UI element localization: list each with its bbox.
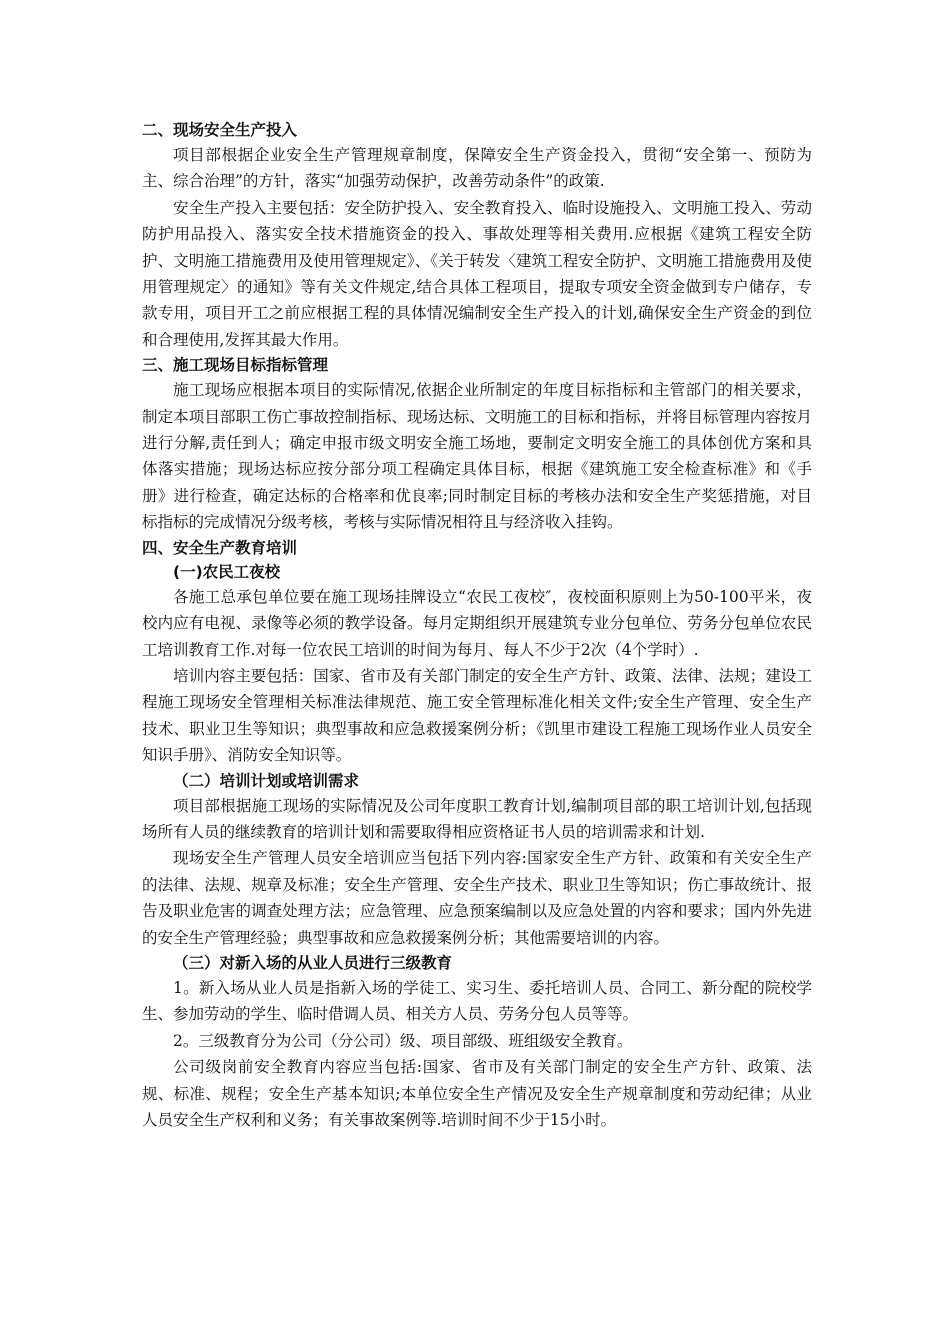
paragraph: 培训内容主要包括：国家、省市及有关部门制定的安全生产方针、政策、法律、法规；建设工程施工现场安全管理相关标准法律规范、施工安全管理标准化相关文件;安全生产管理、安全生产技术、职业卫生等知识；典型事故和应急救援案例分析；《凯里市建设工程施工现场作业人员安全知识手册》、消防安全知识等。: [142, 666, 812, 765]
paragraph: 安全生产投入主要包括：安全防护投入、安全教育投入、临时设施投入、文明施工投入、劳动防护用品投入、落实安全技术措施资金的投入、事故处理等相关费用.应根据《建筑工程安全防护、文明施工措施费用及使用管理规定》、《关于转发〈建筑工程安全防护、文明施工措施费用及使用管理规定〉的通知》等有关文件规定,结合具体工程项目，提取专项安全资金做到专户储存，专款专用，项目开工之前应根据工程的具体情况编制安全生产投入的计划,确保安全生产资金的到位和合理使用,发挥其最大作用。: [142, 198, 812, 349]
subsection-heading: （三）对新入场的从业人员进行三级教育: [173, 953, 453, 972]
paragraph: 项目部根据施工现场的实际情况及公司年度职工教育计划,编制项目部的职工培训计划,包括现场所有人员的继续教育的培训计划和需要取得相应资格证书人员的培训需求和计划.: [142, 796, 812, 841]
paragraph: 现场安全生产管理人员安全培训应当包括下列内容:国家安全生产方针、政策和有关安全生产的法律、法规、规章及标准；安全生产管理、安全生产技术、职业卫生等知识；伤亡事故统计、报告及职业危害的调查处理方法；应急管理、应急预案编制以及应急处置的内容和要求；国内外先进的安全生产管理经验；典型事故和应急救援案例分析；其他需要培训的内容。: [142, 849, 812, 947]
section-heading: 四、安全生产教育培训: [142, 538, 298, 557]
paragraph: 1。新入场从业人员是指新入场的学徒工、实习生、委托培训人员、合同工、新分配的院校学生、参加劳动的学生、临时借调人员、相关方人员、劳务分包人员等等。: [142, 978, 812, 1024]
paragraph: 公司级岗前安全教育内容应当包括:国家、省市及有关部门制定的安全生产方针、政策、法规、标准、规程；安全生产基本知识;本单位安全生产情况及安全生产规章制度和劳动纪律；从业人员安全生产权利和义务；有关事故案例等.培训时间不少于15小时。: [142, 1058, 812, 1129]
document-page: [142, 118, 812, 1133]
paragraph: 施工现场应根据本项目的实际情况,依据企业所制定的年度目标指标和主管部门的相关要求，制定本项目部职工伤亡事故控制指标、现场达标、文明施工的目标和指标，并将目标管理内容按月进行分解,责任到人；确定申报市级文明安全施工场地，要制定文明安全施工的具体创优方案和具体落实措施；现场达标应按分部分项工程确定具体目标，根据《建筑施工安全检查标准》和《手册》进行检查，确定达标的合格率和优良率;同时制定目标的考核办法和安全生产奖惩措施，对目标指标的完成情况分级考核，考核与实际情况相符且与经济收入挂钩。: [142, 381, 812, 532]
paragraph: 项目部根据企业安全生产管理规章制度，保障安全生产资金投入，贯彻“安全第一、预防为主、综合治理”的方针，落实“加强劳动保护，改善劳动条件”的政策.: [142, 146, 812, 191]
section-heading: 三、施工现场目标指标管理: [142, 356, 329, 375]
subsection-heading: （二）培训计划或培训需求: [173, 771, 360, 790]
paragraph: 各施工总承包单位要在施工现场挂牌设立“农民工夜校″，夜校面积原则上为50-100平米，夜校内应有电视、录像等必须的教学设备。每月定期组织开展建筑专业分包单位、劳务分包单位农民工培训教育工作.对每一位农民工培训的时间为每月、每人不少于2次（4个学时）.: [142, 587, 812, 659]
section-heading: 二、现场安全生产投入: [142, 121, 298, 139]
subsection-heading: (一)农民工夜校: [173, 562, 281, 581]
paragraph: 2。三级教育分为公司（分公司）级、项目部级、班组级安全教育。: [173, 1031, 633, 1050]
